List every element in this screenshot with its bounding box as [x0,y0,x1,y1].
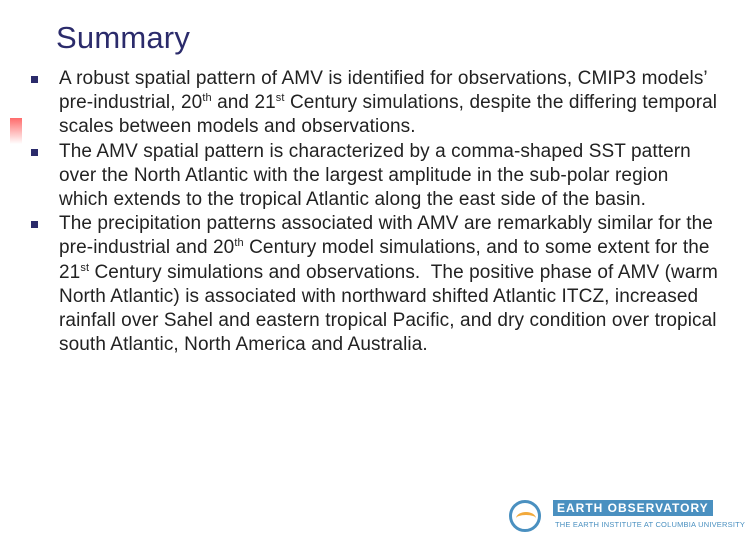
earth-institute-logo [509,496,745,538]
bullet-text-segment: A robust spatial pattern of AMV is identified for observations, CMIP3 models’ pre-industrial, 20 [59,68,713,114]
superscript: st [275,92,285,105]
bullet-text-segment: Century simulations, despite the differing temporal scales between models and observations. [59,92,723,138]
bullet-item [30,140,720,213]
superscript: st [80,261,90,274]
bullet-text [59,141,696,210]
bullet-marker-icon [31,76,38,83]
bullet-text-segment: Century simulations and observations. The positive phase of AMV (warm North Atlantic) is associated with northward shifted Atlantic ITCZ, increased rainfall over Sahel and eastern tropical Pacific, and dry condition over tropical south Atlantic, North America and Australia. [59,261,724,356]
bullet-text-segment: The precipitation patterns associated with AMV are remarkably similar for the pre-industrial and 20 [59,213,719,259]
bullet-text [59,213,723,355]
bullet-list [30,67,724,357]
bullet-text-segment: and 21 [211,92,276,114]
bullet-marker-icon [31,221,38,228]
superscript: th [202,92,212,105]
bullet-marker-icon [31,149,38,156]
globe-icon [509,500,541,532]
logo-name: EARTH OBSERVATORY [553,500,713,516]
accent-bar [10,118,22,144]
bullet-text-segment: Century model simulations, and to some extent for the 21 [59,237,715,283]
logo-subtitle: THE EARTH INSTITUTE AT COLUMBIA UNIVERSITY [555,520,745,529]
slide-title: Summary [56,20,191,55]
bullet-text [59,68,723,137]
bullet-item [30,212,724,357]
bullet-item [30,67,723,140]
superscript: th [234,237,244,250]
bullet-text-segment: The AMV spatial pattern is characterized by a comma-shaped SST pattern over the North Atlantic with the largest amplitude in the sub-polar region which extends to the tropical Atlantic along the east side of the basin. [59,140,697,211]
